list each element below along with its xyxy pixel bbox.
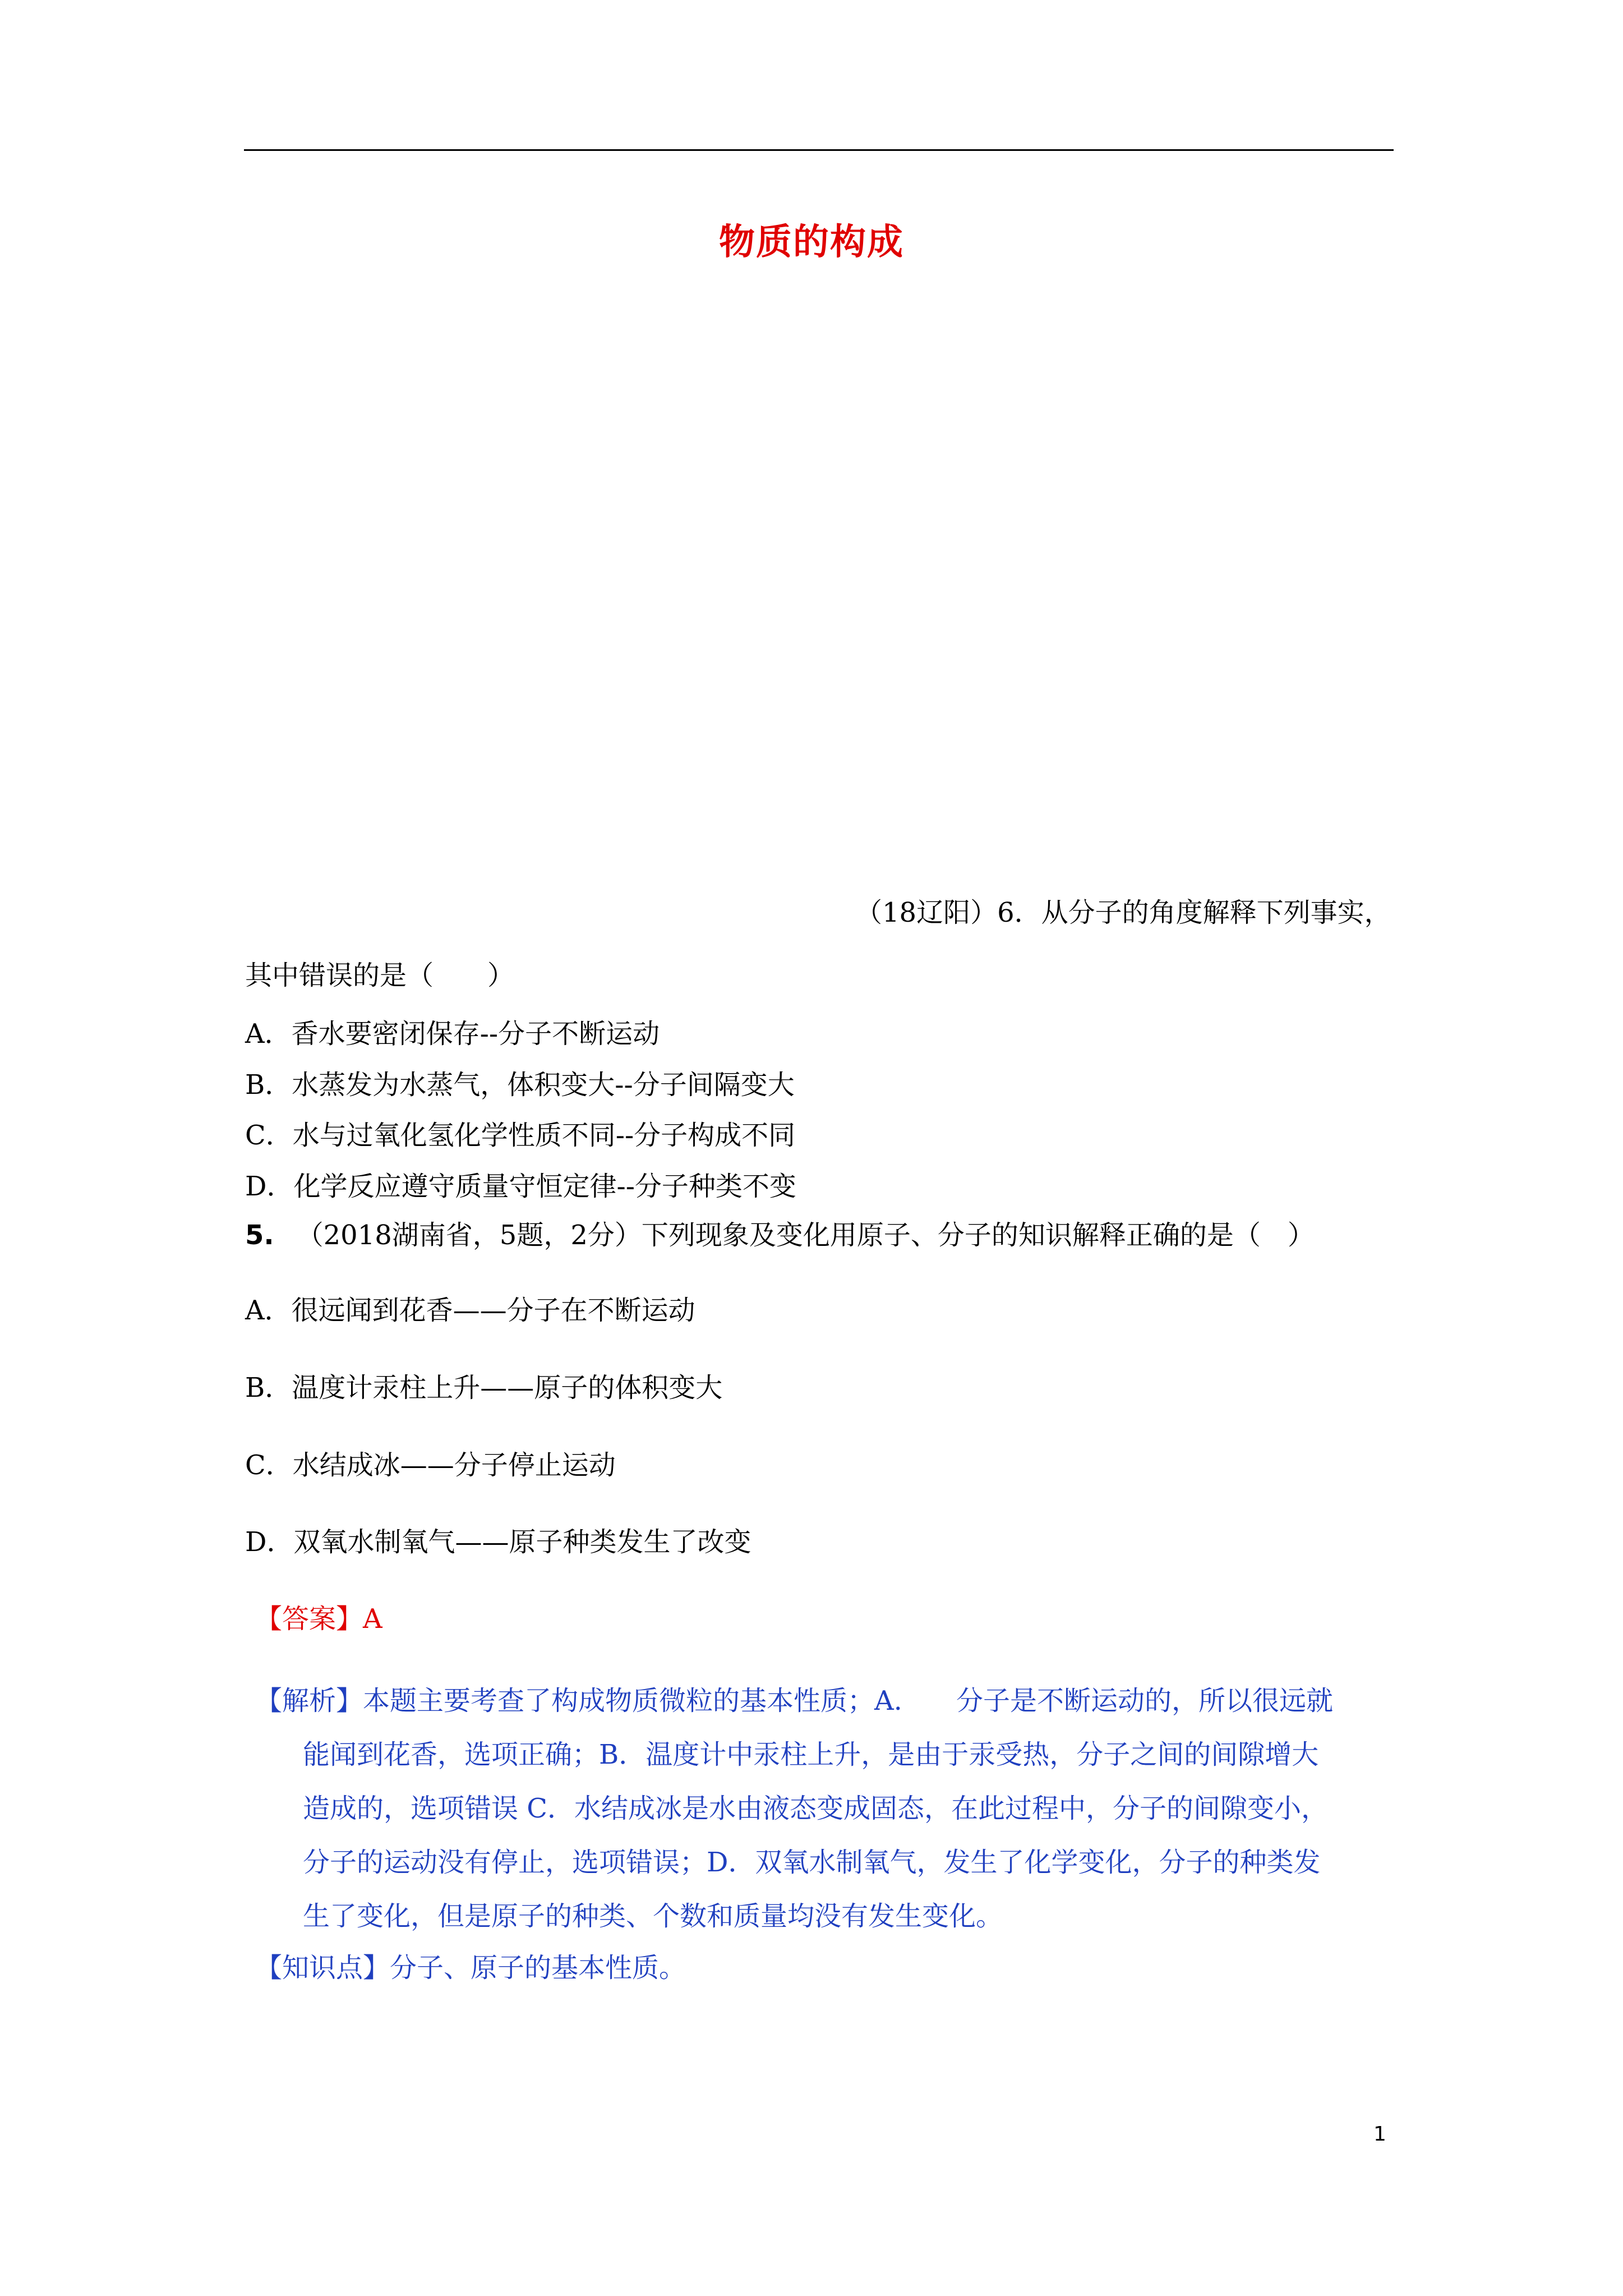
- question6-option-a: A．香水要密闭保存--分子不断运动: [245, 1018, 660, 1050]
- analysis-label: 【解析】: [255, 1685, 363, 1717]
- question5-number: 5.: [245, 1220, 274, 1251]
- analysis-line: 能闻到花香，选项正确；B．温度计中汞柱上升，是由于汞受热，分子之间的间隙增大: [303, 1739, 1319, 1770]
- question5-analysis: [255, 1674, 1399, 1943]
- page-number: 1: [1373, 2123, 1386, 2146]
- question5-knowledge-point: 【知识点】分子、原子的基本性质。: [255, 1952, 686, 1984]
- analysis-text: 本题主要考查了构成物质微粒的基本性质；A. 分子是不断运动的，所以很远就: [363, 1685, 1333, 1717]
- question5-option-a: A．很远闻到花香——分子在不断运动: [245, 1295, 695, 1326]
- analysis-line: 分子的运动没有停止，选项错误；D．双氧水制氧气，发生了化学变化，分子的种类发: [303, 1847, 1321, 1878]
- question5-head: [245, 1218, 1315, 1252]
- question5-stem: （2018湖南省，5题，2分）下列现象及变化用原子、分子的知识解释正确的是（ ）: [296, 1220, 1315, 1251]
- analysis-line: 造成的，选项错误 C．水结成冰是水由液态变成固态，在此过程中，分子的间隙变小，: [303, 1793, 1328, 1824]
- question5-answer: 【答案】A: [255, 1603, 382, 1635]
- analysis-line: [255, 1674, 1399, 1728]
- question5-option-b: B．温度计汞柱上升——原子的体积变大: [245, 1372, 723, 1404]
- question5-option-d: D．双氧水制氧气——原子种类发生了改变: [245, 1526, 751, 1558]
- question6-stem: 其中错误的是（ ）: [245, 960, 515, 991]
- document-title: 物质的构成: [719, 221, 904, 263]
- question5-option-c: C．水结成冰——分子停止运动: [245, 1450, 616, 1481]
- analysis-line: 生了变化，但是原子的种类、个数和质量均没有发生变化。: [303, 1901, 1003, 1932]
- question6-option-c: C．水与过氧化氢化学性质不同--分子构成不同: [245, 1120, 796, 1151]
- question6-option-d: D．化学反应遵守质量守恒定律--分子种类不变: [245, 1171, 796, 1202]
- header-rule: [244, 149, 1394, 151]
- question6-head: （18辽阳）6．从分子的角度解释下列事实，: [855, 897, 1391, 928]
- question6-option-b: B．水蒸发为水蒸气，体积变大--分子间隔变大: [245, 1069, 795, 1101]
